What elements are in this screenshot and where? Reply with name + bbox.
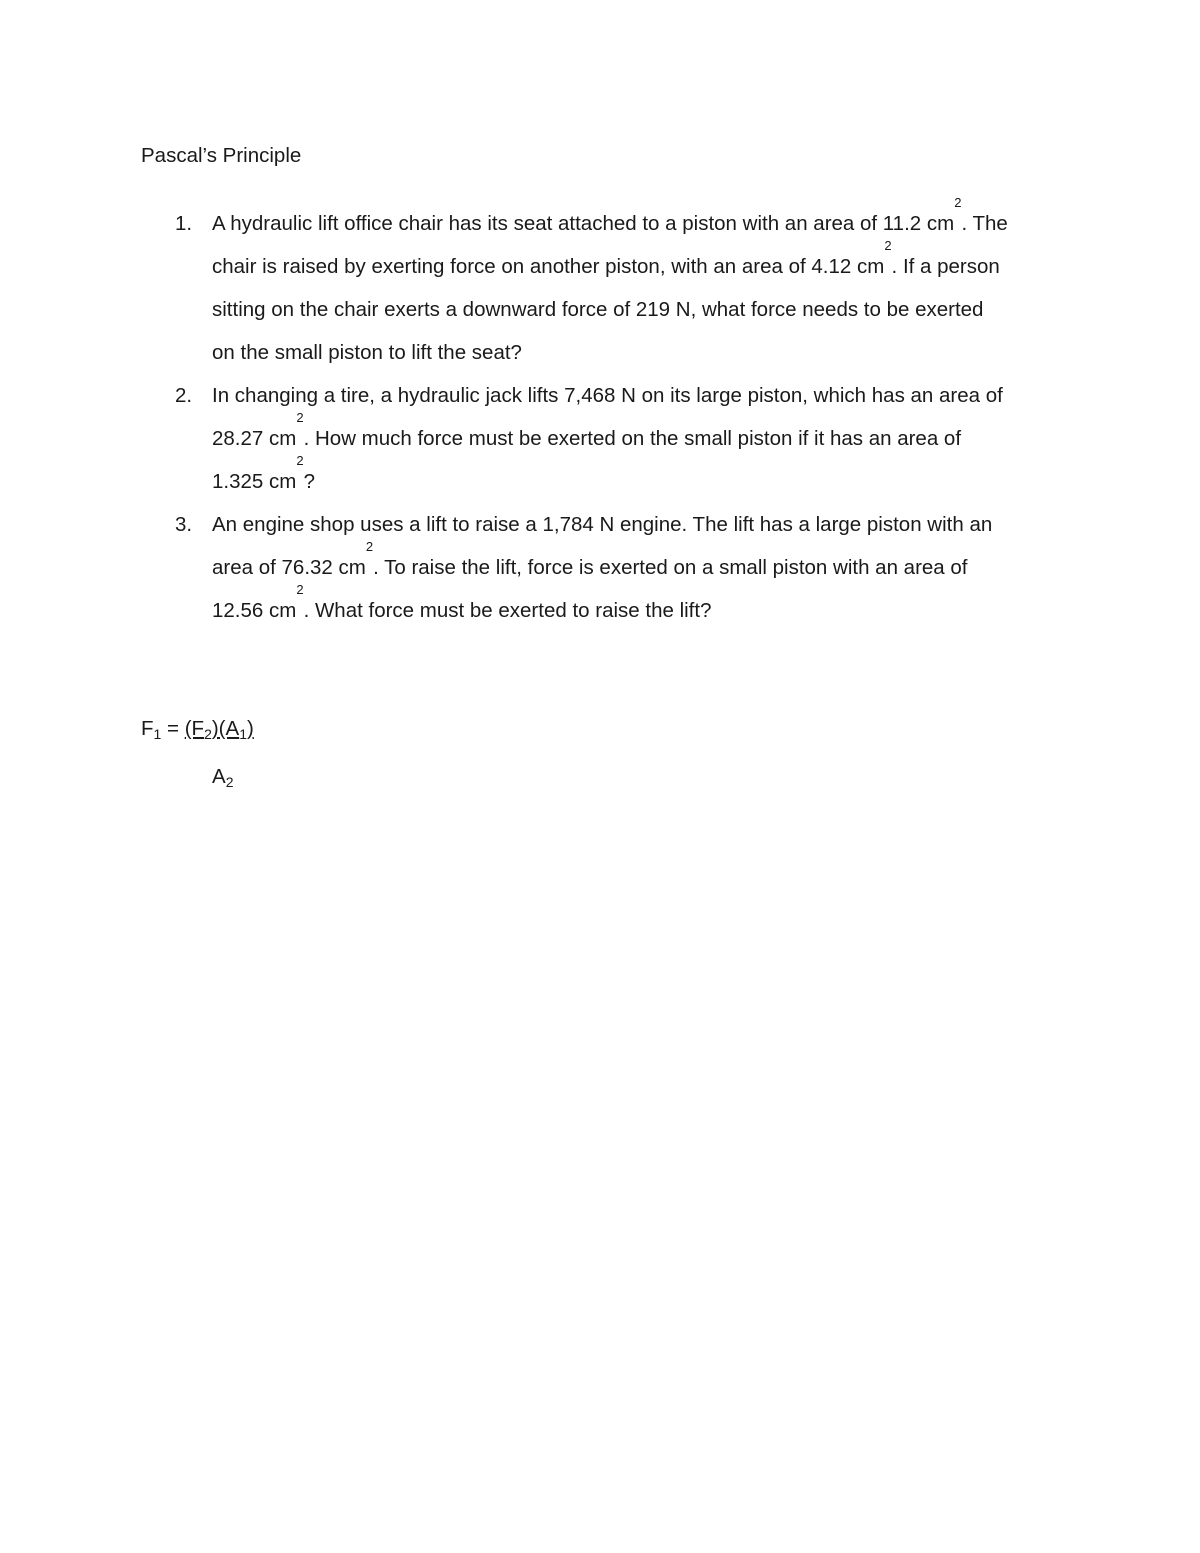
question-number: 1.	[175, 212, 193, 235]
page-title: Pascal’s Principle	[141, 144, 302, 167]
question-item	[141, 503, 1081, 632]
exponent: 2	[954, 195, 962, 210]
question-line: sitting on the chair exerts a downward force of 219 N, what force needs to be exerted	[212, 298, 984, 321]
formula-lhs: F	[141, 717, 154, 740]
question-number: 2.	[175, 384, 193, 407]
formula-denominator: A2	[212, 765, 234, 790]
formula	[141, 714, 254, 745]
exponent: 2	[296, 582, 304, 597]
question-line: 12.56 $cm^2$. What force must be exerted to raise the lift?	[212, 582, 712, 622]
question-line: 1.325 $cm^2$?	[212, 453, 315, 493]
question-line: In changing a tire, a hydraulic jack lifts 7,468 N on its large piston, which has an area of	[212, 384, 1003, 407]
question-line: An engine shop uses a lift to raise a 1,784 N engine. The lift has a large piston with an	[212, 513, 993, 536]
question-item	[141, 195, 1081, 374]
formula-equals: =	[161, 717, 185, 740]
question-line: 28.27 $cm^2$. How much force must be exerted on the small piston if it has an area of	[212, 410, 962, 450]
exponent: 2	[296, 453, 304, 468]
formula-lhs-subscript: 1	[153, 726, 162, 742]
question-line: on the small piston to lift the seat?	[212, 341, 522, 364]
question-line: A hydraulic lift office chair has its seat attached to a piston with an area of 11.2 $cm^2$. The	[212, 195, 1008, 235]
question-line: area of 76.32 $cm^2$. To raise the lift, force is exerted on a small piston with an area of	[212, 539, 968, 579]
exponent: 2	[296, 410, 304, 425]
exponent: 2	[884, 238, 892, 253]
question-list	[141, 195, 1081, 632]
question-item	[141, 374, 1081, 503]
exponent: 2	[365, 539, 374, 554]
question-line: chair is raised by exerting force on another piston, with an area of 4.12 $cm^2$. If a person	[212, 238, 1000, 278]
formula-numerator: (F2)(A1)	[184, 717, 254, 742]
question-number: 3.	[175, 513, 193, 536]
